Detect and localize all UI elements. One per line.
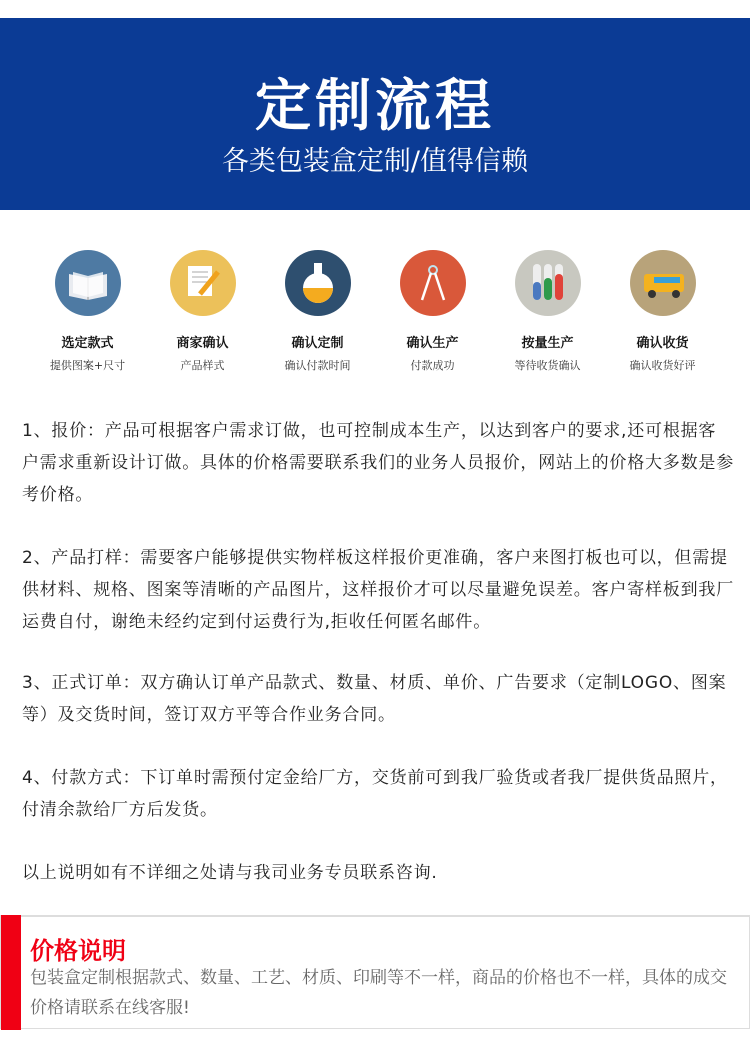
page-title: 定制流程	[255, 74, 495, 139]
step-subtitle: 确认收货好评	[629, 359, 696, 372]
paragraph-sampling: 2、产品打样：需要客户能够提供实物样板这样报价更准确，客户来图打板也可以，但需提供材料、规格、图案等清晰的产品图片，这样报价才可以尽量避免误差。客户寄样板到我厂运费自付，谢绝未经约定到付运费行为,拒收任何匿名邮件。	[22, 548, 734, 632]
page-subtitle: 各类包装盒定制/值得信赖	[221, 146, 529, 177]
test-tubes-icon	[515, 250, 581, 316]
book-icon	[55, 250, 121, 316]
step-title: 确认定制	[291, 336, 344, 351]
step-6	[605, 250, 720, 373]
step-subtitle: 等待收货确认	[514, 359, 581, 372]
price-note-body: 包装盒定制根据款式、数量、工艺、材质、印刷等不一样，商品的价格也不一样，具体的成交价格请联系在线客服!	[30, 968, 727, 1018]
step-title: 确认生产	[406, 336, 459, 351]
process-steps	[30, 250, 720, 373]
step-2	[145, 250, 260, 373]
step-subtitle: 产品样式	[180, 359, 225, 372]
step-title: 确认收货	[636, 336, 689, 351]
flask-icon	[285, 250, 351, 316]
price-note-box	[0, 915, 750, 1029]
step-4	[375, 250, 490, 373]
step-title: 选定款式	[61, 336, 114, 351]
step-subtitle: 付款成功	[410, 359, 455, 372]
step-5	[490, 250, 605, 373]
step-3	[260, 250, 375, 373]
step-1	[30, 250, 145, 373]
paragraph-order: 3、正式订单：双方确认订单产品款式、数量、材质、单价、广告要求（定制LOGO、图案等）及交货时间，签订双方平等合作业务合同。	[22, 673, 727, 725]
compass-icon	[400, 250, 466, 316]
bus-icon	[630, 250, 696, 316]
step-title: 按量生产	[521, 336, 574, 351]
notepad-pencil-icon	[170, 250, 236, 316]
accent-bar	[1, 915, 21, 1030]
step-subtitle: 确认付款时间	[284, 359, 351, 372]
paragraph-contact: 以上说明如有不详细之处请与我司业务专员联系咨询.	[22, 863, 438, 883]
step-title: 商家确认	[176, 336, 229, 351]
price-note-title: 价格说明	[30, 937, 126, 965]
header-banner	[0, 18, 750, 210]
paragraph-quote: 1、报价：产品可根据客户需求订做，也可控制成本生产，以达到客户的要求,还可根据客户需求重新设计订做。具体的价格需要联系我们的业务人员报价，网站上的价格大多数是参考价格。	[22, 421, 734, 505]
step-subtitle: 提供图案+尺寸	[49, 359, 126, 372]
paragraph-payment: 4、付款方式：下订单时需预付定金给厂方，交货前可到我厂验货或者我厂提供货品照片，付清余款给厂方后发货。	[22, 768, 728, 820]
